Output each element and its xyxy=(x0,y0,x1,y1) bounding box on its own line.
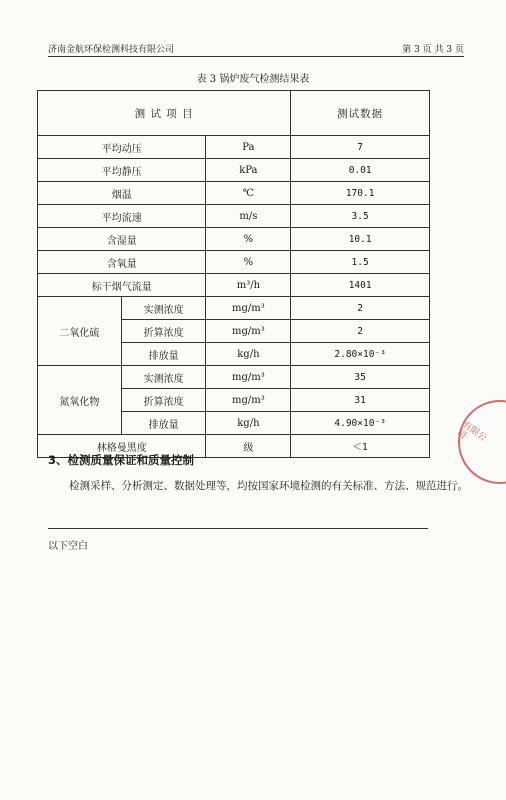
row-unit: m/s xyxy=(206,205,291,228)
header-divider xyxy=(48,56,464,57)
row-item: 排放量 xyxy=(121,343,206,366)
row-item: 平均流速 xyxy=(38,205,206,228)
table-row xyxy=(38,297,430,320)
row-unit: mg/m³ xyxy=(206,297,291,320)
table-row xyxy=(38,182,430,205)
end-divider xyxy=(48,528,428,529)
table-row xyxy=(38,274,430,297)
row-unit: mg/m³ xyxy=(206,366,291,389)
row-item: 排放量 xyxy=(121,412,206,435)
row-unit: ℃ xyxy=(206,182,291,205)
row-unit: mg/m³ xyxy=(206,389,291,412)
table-row xyxy=(38,228,430,251)
row-item: 烟温 xyxy=(38,182,206,205)
row-unit: kg/h xyxy=(206,343,291,366)
row-value: 2.80×10⁻³ xyxy=(291,343,430,366)
table-row xyxy=(38,205,430,228)
row-value: 31 xyxy=(291,389,430,412)
row-value: 4.90×10⁻³ xyxy=(291,412,430,435)
row-value: 170.1 xyxy=(291,182,430,205)
group-label-nox: 氮氧化物 xyxy=(38,366,122,435)
row-value: 0.01 xyxy=(291,159,430,182)
table-row xyxy=(38,251,430,274)
row-unit: 级 xyxy=(206,435,291,458)
row-unit: m³/h xyxy=(206,274,291,297)
group-label-so2: 二氧化硫 xyxy=(38,297,122,366)
row-item: 实测浓度 xyxy=(121,297,206,320)
row-item: 平均动压 xyxy=(38,136,206,159)
row-value: 2 xyxy=(291,320,430,343)
row-value: 1401 xyxy=(291,274,430,297)
end-note: 以下空白 xyxy=(48,541,88,552)
row-item: 标干烟气流量 xyxy=(38,274,206,297)
row-unit: mg/m³ xyxy=(206,320,291,343)
seal-text: 有限公司 xyxy=(454,420,489,444)
row-item: 含氧量 xyxy=(38,251,206,274)
row-value: 3.5 xyxy=(291,205,430,228)
row-unit: kPa xyxy=(206,159,291,182)
row-value: ＜1 xyxy=(291,435,430,458)
row-value: 7 xyxy=(291,136,430,159)
table-title: 表 3 锅炉废气检测结果表 xyxy=(196,74,310,85)
table-row xyxy=(38,366,430,389)
table-row xyxy=(38,136,430,159)
row-item: 林格曼黑度 xyxy=(38,435,206,458)
row-unit: kg/h xyxy=(206,412,291,435)
row-value: 10.1 xyxy=(291,228,430,251)
row-item: 折算浓度 xyxy=(121,389,206,412)
section-body: 检测采样、分析测定、数据处理等，均按国家环境检测的有关标准、方法、规范进行。 xyxy=(69,480,468,492)
row-value: 2 xyxy=(291,297,430,320)
table-header-row xyxy=(38,91,430,136)
company-name: 济南金航环保检测科技有限公司 xyxy=(48,45,175,55)
row-unit: Pa xyxy=(206,136,291,159)
row-item: 实测浓度 xyxy=(121,366,206,389)
row-item: 平均静压 xyxy=(38,159,206,182)
row-item: 折算浓度 xyxy=(121,320,206,343)
row-value: 35 xyxy=(291,366,430,389)
column-header-data: 测试数据 xyxy=(291,91,430,136)
page-number: 第 3 页 共 3 页 xyxy=(402,45,464,55)
section-heading: 3、检测质量保证和质量控制 xyxy=(48,453,195,467)
row-unit: % xyxy=(206,251,291,274)
row-unit: % xyxy=(206,228,291,251)
row-value: 1.5 xyxy=(291,251,430,274)
table-row xyxy=(38,159,430,182)
row-item: 含湿量 xyxy=(38,228,206,251)
column-header-item: 测 试 项 目 xyxy=(38,91,291,136)
results-table xyxy=(37,90,430,458)
